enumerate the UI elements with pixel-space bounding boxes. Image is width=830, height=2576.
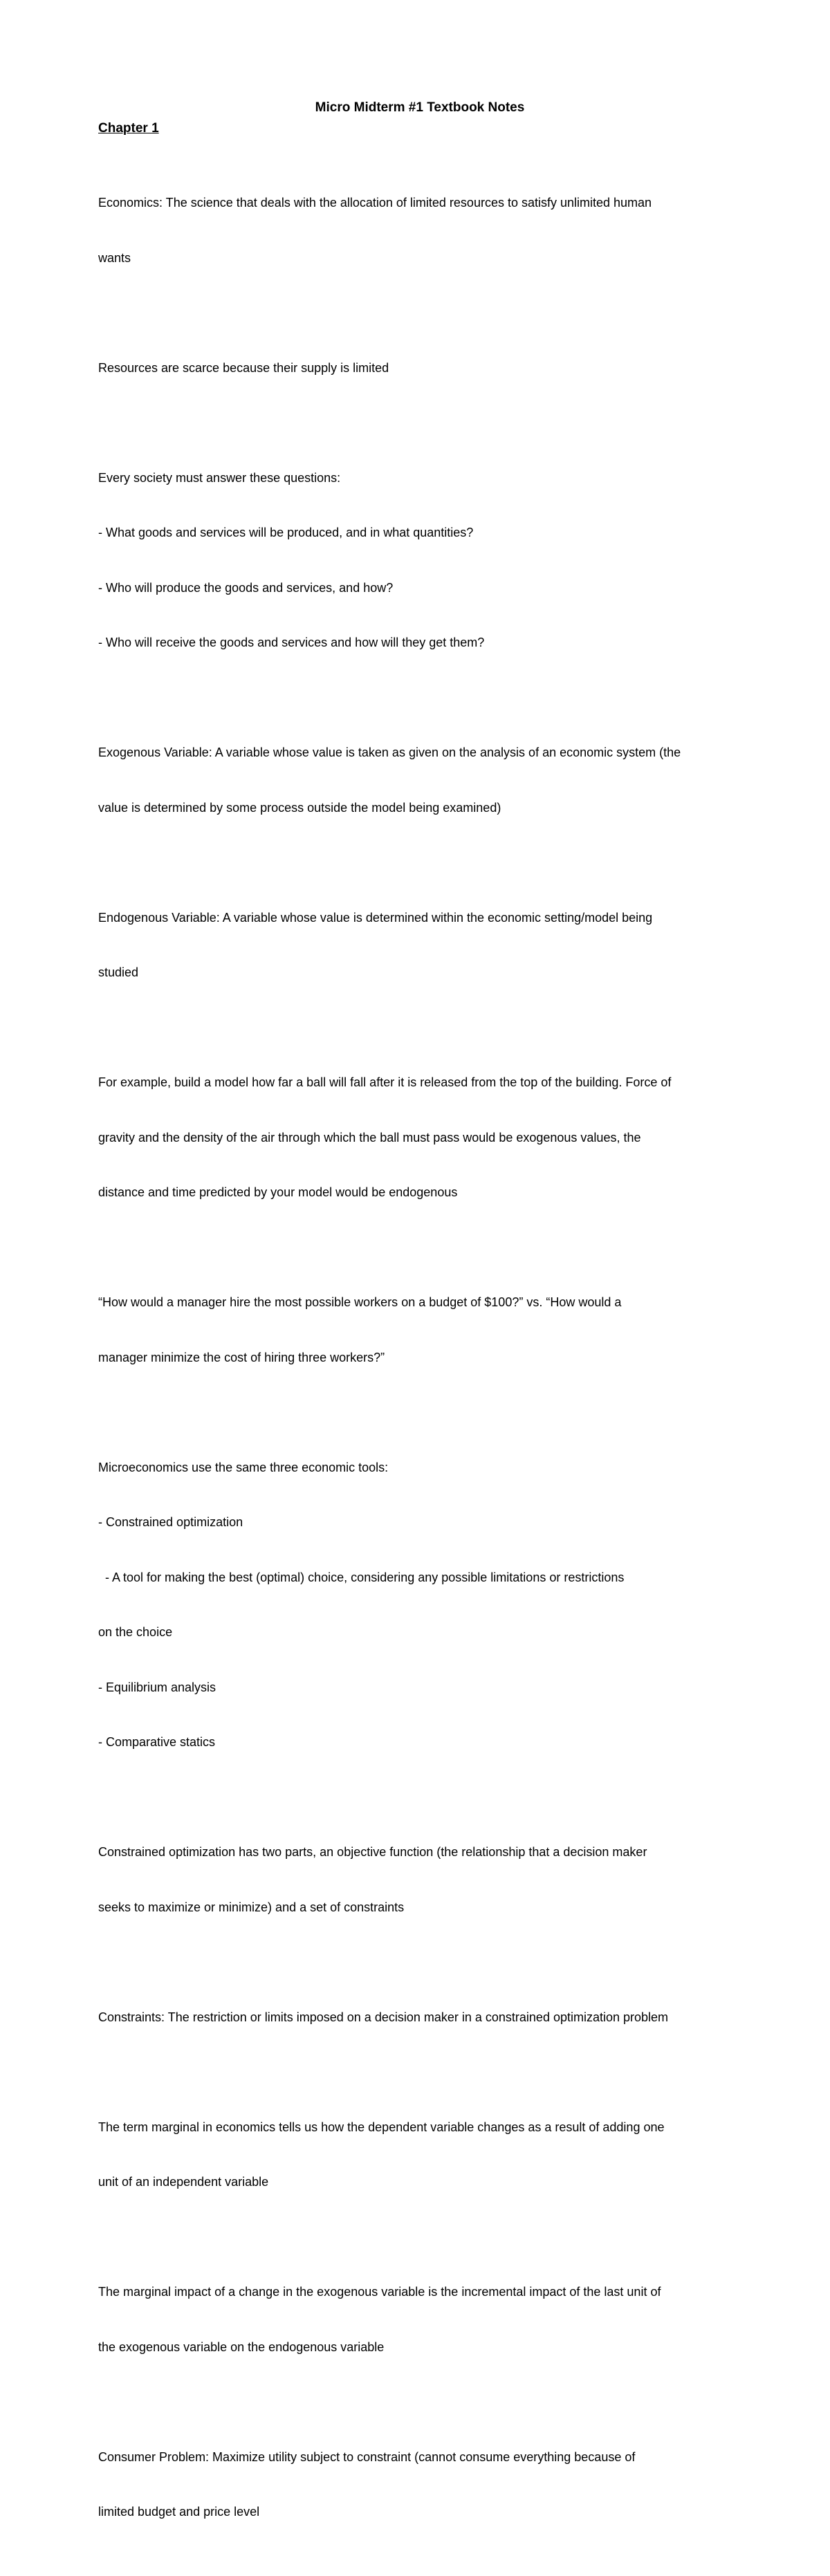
text-line: seeks to maximize or minimize) and a set of constraints — [98, 1900, 405, 1914]
list-item: - Constrained optimization — [98, 1515, 243, 1529]
text-line: Consumer Problem: Maximize utility subject to constraint (cannot consume everything because of — [98, 2449, 636, 2464]
text-line: distance and time predicted by your model would be endogenous — [98, 1185, 458, 1199]
text-line: Exogenous Variable: A variable whose value is taken as given on the analysis of an economic system (the — [98, 745, 681, 759]
list-item: - Comparative statics — [98, 1735, 216, 1749]
text-line: the exogenous variable on the endogenous variable — [98, 2339, 385, 2354]
page-content — [98, 98, 741, 2576]
text-line: unit of an independent variable — [98, 2175, 269, 2189]
text-line: Microeconomics use the same three economic tools: — [98, 1460, 389, 1474]
list-item: - Equilibrium analysis — [98, 1680, 216, 1694]
text-line: studied — [98, 965, 139, 979]
paragraph-ball-example — [98, 1037, 741, 1239]
paragraph-constraints — [98, 1972, 741, 2064]
list-item: - What goods and services will be produced, and in what quantities? — [98, 526, 474, 539]
paragraph-constrained-optimization — [98, 1806, 741, 1953]
list-subitem: - A tool for making the best (optimal) choice, considering any possible limitations or restrictions — [98, 1570, 625, 1584]
text-line: gravity and the density of the air through which the ball must pass would be exogenous values, the — [98, 1130, 641, 1145]
text-line: The marginal impact of a change in the exogenous variable is the incremental impact of the last unit of — [98, 2285, 661, 2299]
text-line: manager minimize the cost of hiring three workers?” — [98, 1350, 385, 1364]
paragraph-endogenous-variable — [98, 872, 741, 1019]
list-item: - Who will receive the goods and services and how will they get them? — [98, 636, 485, 649]
paragraph-manager-question — [98, 1257, 741, 1403]
chapter-heading: Chapter 1 — [98, 121, 159, 136]
text-line: Constraints: The restriction or limits imposed on a decision maker in a constrained optimization problem — [98, 2010, 669, 2024]
list-item: - Who will produce the goods and services, and how? — [98, 580, 394, 595]
text-line: For example, build a model how far a ball will fall after it is released from the top of the building. Force of — [98, 1075, 672, 1089]
paragraph-economic-tools — [98, 1422, 741, 1788]
text-line: Every society must answer these questions: — [98, 470, 341, 485]
text-line: “How would a manager hire the most possible workers on a budget of $100?” vs. “How would a — [98, 1295, 622, 1309]
text-line: Economics: The science that deals with the allocation of limited resources to satisfy unlimited human — [98, 196, 652, 210]
document-title: Micro Midterm #1 Textbook Notes — [315, 100, 525, 115]
text-line: value is determined by some process outside the model being examined) — [98, 800, 501, 815]
paragraph-marginal-impact — [98, 2246, 741, 2393]
paragraph-economics-definition — [98, 157, 741, 304]
text-line: Endogenous Variable: A variable whose value is determined within the economic setting/model being — [98, 910, 653, 925]
list-subitem-continuation: on the choice — [98, 1625, 173, 1639]
paragraph-exogenous-variable — [98, 707, 741, 853]
paragraph-consumer-problem — [98, 2411, 741, 2558]
paragraph-society-questions — [98, 432, 741, 689]
text-line: limited budget and price level — [98, 2505, 260, 2519]
text-line: The term marginal in economics tells us how the dependent variable changes as a result of adding one — [98, 2120, 665, 2134]
paragraph-marginal-term — [98, 2082, 741, 2228]
text-line: wants — [98, 250, 131, 265]
text-line: Resources are scarce because their supply is limited — [98, 360, 389, 375]
text-line: Constrained optimization has two parts, an objective function (the relationship that a decision maker — [98, 1845, 647, 1859]
paragraph-scarcity — [98, 322, 741, 414]
